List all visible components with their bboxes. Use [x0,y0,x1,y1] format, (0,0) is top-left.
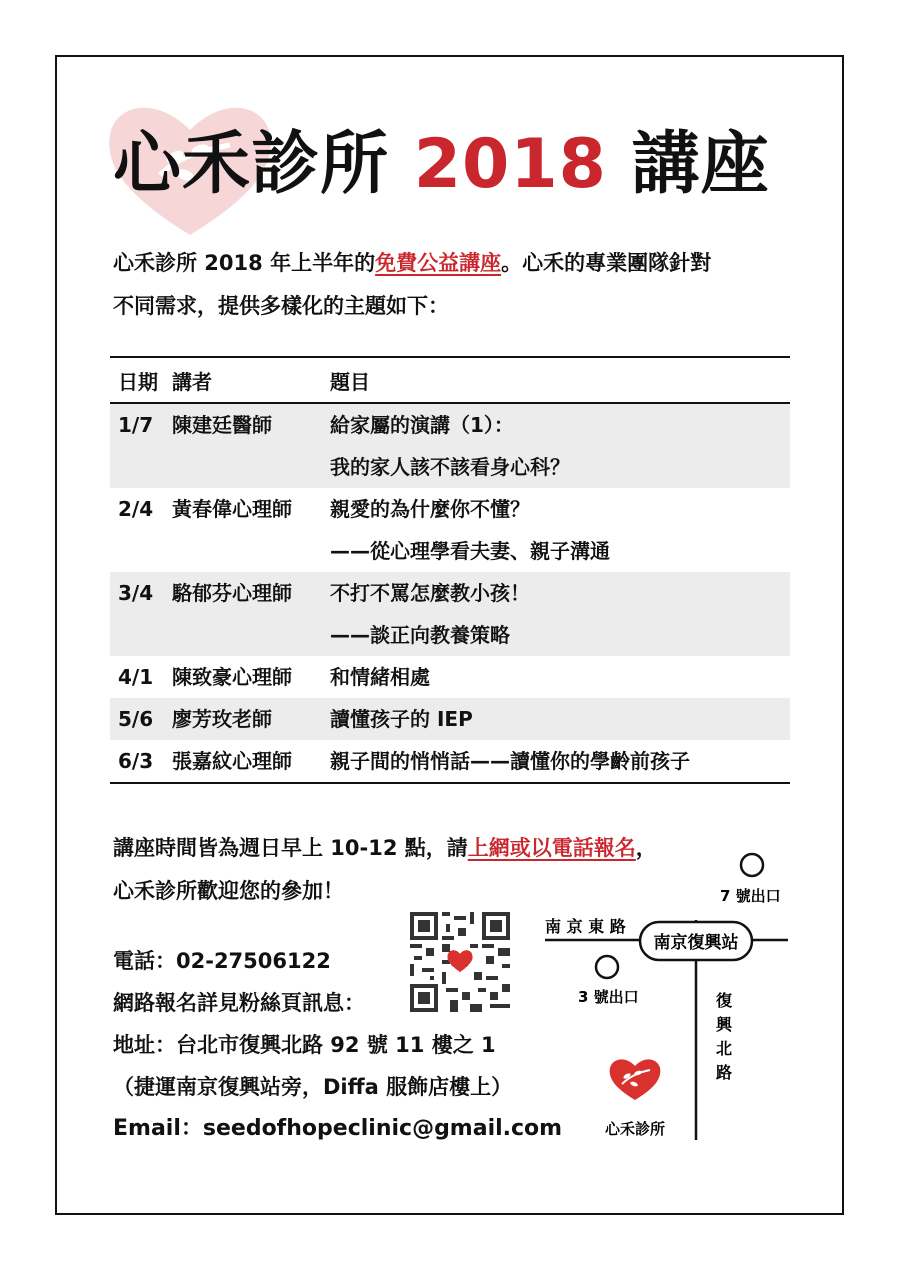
row-date: 2/4 [118,497,154,521]
qr-code-icon [410,912,510,1012]
location-map [530,840,800,1150]
row-date: 1/7 [118,413,154,437]
table-rule [110,782,790,784]
address-note: （捷運南京復興站旁，Diffa 服飾店樓上） [113,1075,513,1099]
header-date: 日期 [118,369,158,394]
exit-3-marker [596,956,618,978]
exit-7-marker [741,854,763,876]
clinic-logo-icon [610,1059,661,1100]
notice-text: 心禾診所歡迎您的參加！ [113,879,344,903]
row-topic: 和情緒相處 [330,665,430,689]
row-date: 5/6 [118,707,154,731]
row-date: 3/4 [118,581,154,605]
topic-line: ——談正向教養策略 [330,623,510,647]
phone-text: 電話：02-27506122 [113,949,331,973]
row-topic [330,572,790,656]
road-fuxing-char: 北 [716,1039,733,1058]
road-fuxing-char: 路 [716,1063,733,1082]
row-topic: 讀懂孩子的 IEP [330,707,473,731]
lecture-table [110,356,790,784]
topic-line: 我的家人該不該看身心科？ [330,455,570,479]
table-row [110,656,790,698]
table-header [110,358,790,402]
row-speaker: 駱郁芬心理師 [172,581,292,605]
topic-line: 給家屬的演講（1）： [330,413,514,437]
exit-7-label: 7 號出口 [720,887,781,905]
topic-line: 不打不罵怎麼教小孩！ [330,581,530,605]
road-fuxing-char: 興 [716,1015,733,1034]
title-clinic: 心禾診所 [113,125,390,204]
row-speaker: 黃春偉心理師 [172,497,292,521]
title-suffix: 講座 [631,125,770,204]
email-text: Email：seedofhopeclinic@gmail.com [113,1116,563,1141]
table-row [110,404,790,488]
table-row [110,740,790,782]
row-speaker: 陳致豪心理師 [172,665,292,689]
road-nanjing-east-label: 南 京 東 路 [545,917,626,936]
row-date: 6/3 [118,749,154,773]
table-row [110,572,790,656]
row-date: 4/1 [118,665,154,689]
notice-text: ， [635,836,657,860]
intro-text: 心禾診所 2018 年上半年的 [113,251,376,275]
free-lecture-highlight: 免費公益講座 [375,251,502,275]
clinic-logo-label: 心禾診所 [604,1120,666,1138]
road-fuxing-char: 復 [716,991,733,1010]
row-speaker: 廖芳玫老師 [172,707,272,731]
intro-text: 。心禾的專業團隊針對 [501,251,712,275]
title-year: 2018 [413,125,607,204]
exit-3-label: 3 號出口 [578,988,639,1006]
topic-line: ——從心理學看夫妻、親子溝通 [330,539,610,563]
intro-text: 不同需求，提供多樣化的主題如下： [113,294,449,318]
row-topic: 親子間的悄悄話——讀懂你的學齡前孩子 [330,749,690,773]
table-row [110,488,790,572]
table-row [110,698,790,740]
notice-text: 講座時間皆為週日早上 10-12 點，請 [113,836,468,860]
page-title [113,125,770,204]
header-speaker: 講者 [172,369,212,394]
intro-paragraph [113,242,803,328]
register-highlight: 上網或以電話報名 [467,836,636,860]
row-speaker: 陳建廷醫師 [172,413,272,437]
address-text: 地址：台北市復興北路 92 號 11 樓之 1 [113,1033,496,1057]
row-speaker: 張嘉紋心理師 [172,749,292,773]
station-label: 南京復興站 [653,933,739,953]
online-registration-text: 網路報名詳見粉絲頁訊息： [113,991,365,1015]
row-topic [330,404,790,488]
row-topic [330,488,790,572]
topic-line: 親愛的為什麼你不懂？ [330,497,530,521]
header-topic: 題目 [330,369,370,394]
